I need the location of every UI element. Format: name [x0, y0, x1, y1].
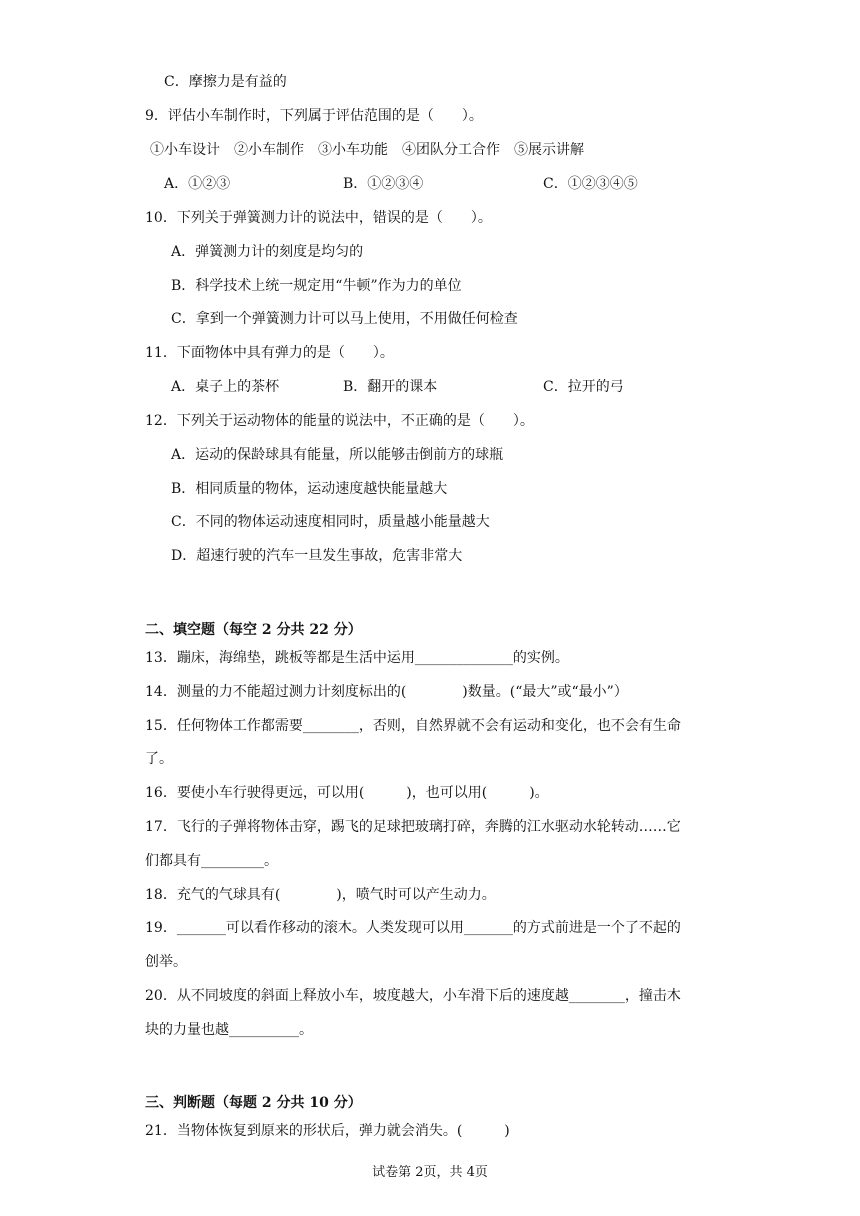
- page-footer: 试卷第 2页，共 4页: [372, 1165, 488, 1180]
- q21-line: 21．当物体恢复到原来的形状后，弹力就会消失。( ): [145, 1123, 510, 1139]
- q11-option-c: C．拉开的弓: [543, 379, 624, 395]
- q12-stem: 12．下列关于运动物体的能量的说法中，不正确的是（ ）。: [145, 413, 534, 429]
- q17-line-1: 17．飞行的子弹将物体击穿，踢飞的足球把玻璃打碎，奔腾的江水驱动水轮转动……它: [145, 819, 681, 835]
- q9-stem: 9．评估小车制作时，下列属于评估范围的是（ ）。: [145, 108, 483, 124]
- section-2-title: 二、填空题（每空 2 分共 22 分）: [145, 622, 362, 638]
- q10-option-c: C．拿到一个弹簧测力计可以马上使用，不用做任何检查: [171, 311, 518, 327]
- q19-line-2: 创举。: [145, 954, 187, 970]
- q8-option-c: C．摩擦力是有益的: [164, 74, 287, 90]
- q9-option-c: C．①②③④⑤: [543, 176, 638, 192]
- q15-line-2: 了。: [145, 751, 173, 767]
- q14-line: 14．测量的力不能超过测力计刻度标出的( )数量。(“最大”或“最小”）: [145, 684, 628, 700]
- q10-option-a: A．弹簧测力计的刻度是均匀的: [171, 244, 364, 260]
- q10-stem: 10．下列关于弹簧测力计的说法中，错误的是（ ）。: [145, 210, 492, 226]
- q18-line: 18．充气的气球具有( )，喷气时可以产生动力。: [145, 887, 496, 903]
- q20-line-2: 块的力量也越__________。: [145, 1022, 313, 1038]
- q12-option-d: D．超速行驶的汽车一旦发生事故，危害非常大: [171, 548, 463, 564]
- q9-option-a: A．①②③: [164, 176, 231, 192]
- q12-option-b: B．相同质量的物体，运动速度越快能量越大: [171, 481, 448, 497]
- q12-option-c: C．不同的物体运动速度相同时，质量越小能量越大: [171, 514, 490, 530]
- q12-option-a: A．运动的保龄球具有能量，所以能够击倒前方的球瓶: [171, 447, 504, 463]
- q11-option-a: A．桌子上的茶杯: [171, 379, 280, 395]
- q11-stem: 11．下面物体中具有弹力的是（ ）。: [145, 345, 394, 361]
- section-3-title: 三、判断题（每题 2 分共 10 分）: [145, 1095, 362, 1111]
- q16-line: 16．要使小车行驶得更远，可以用( )，也可以用( )。: [145, 785, 549, 801]
- q9-option-b: B．①②③④: [343, 176, 424, 192]
- q10-option-b: B．科学技术上统一规定用“牛顿”作为力的单位: [171, 278, 462, 294]
- q15-line-1: 15．任何物体工作都需要________，否则，自然界就不会有运动和变化，也不会有生命: [145, 718, 681, 734]
- q19-line-1: 19．_______可以看作移动的滚木。人类发现可以用_______的方式前进是一个了不起的: [145, 920, 681, 936]
- q11-option-b: B．翻开的课本: [343, 379, 438, 395]
- q9-items: ①小车设计 ②小车制作 ③小车功能 ④团队分工合作 ⑤展示讲解: [150, 142, 584, 158]
- q20-line-1: 20．从不同坡度的斜面上释放小车，坡度越大，小车滑下后的速度越________，撞击木: [145, 988, 681, 1004]
- q17-line-2: 们都具有_________。: [145, 853, 278, 869]
- q13-line: 13．蹦床，海绵垫，跳板等都是生活中运用______________的实例。: [145, 650, 569, 666]
